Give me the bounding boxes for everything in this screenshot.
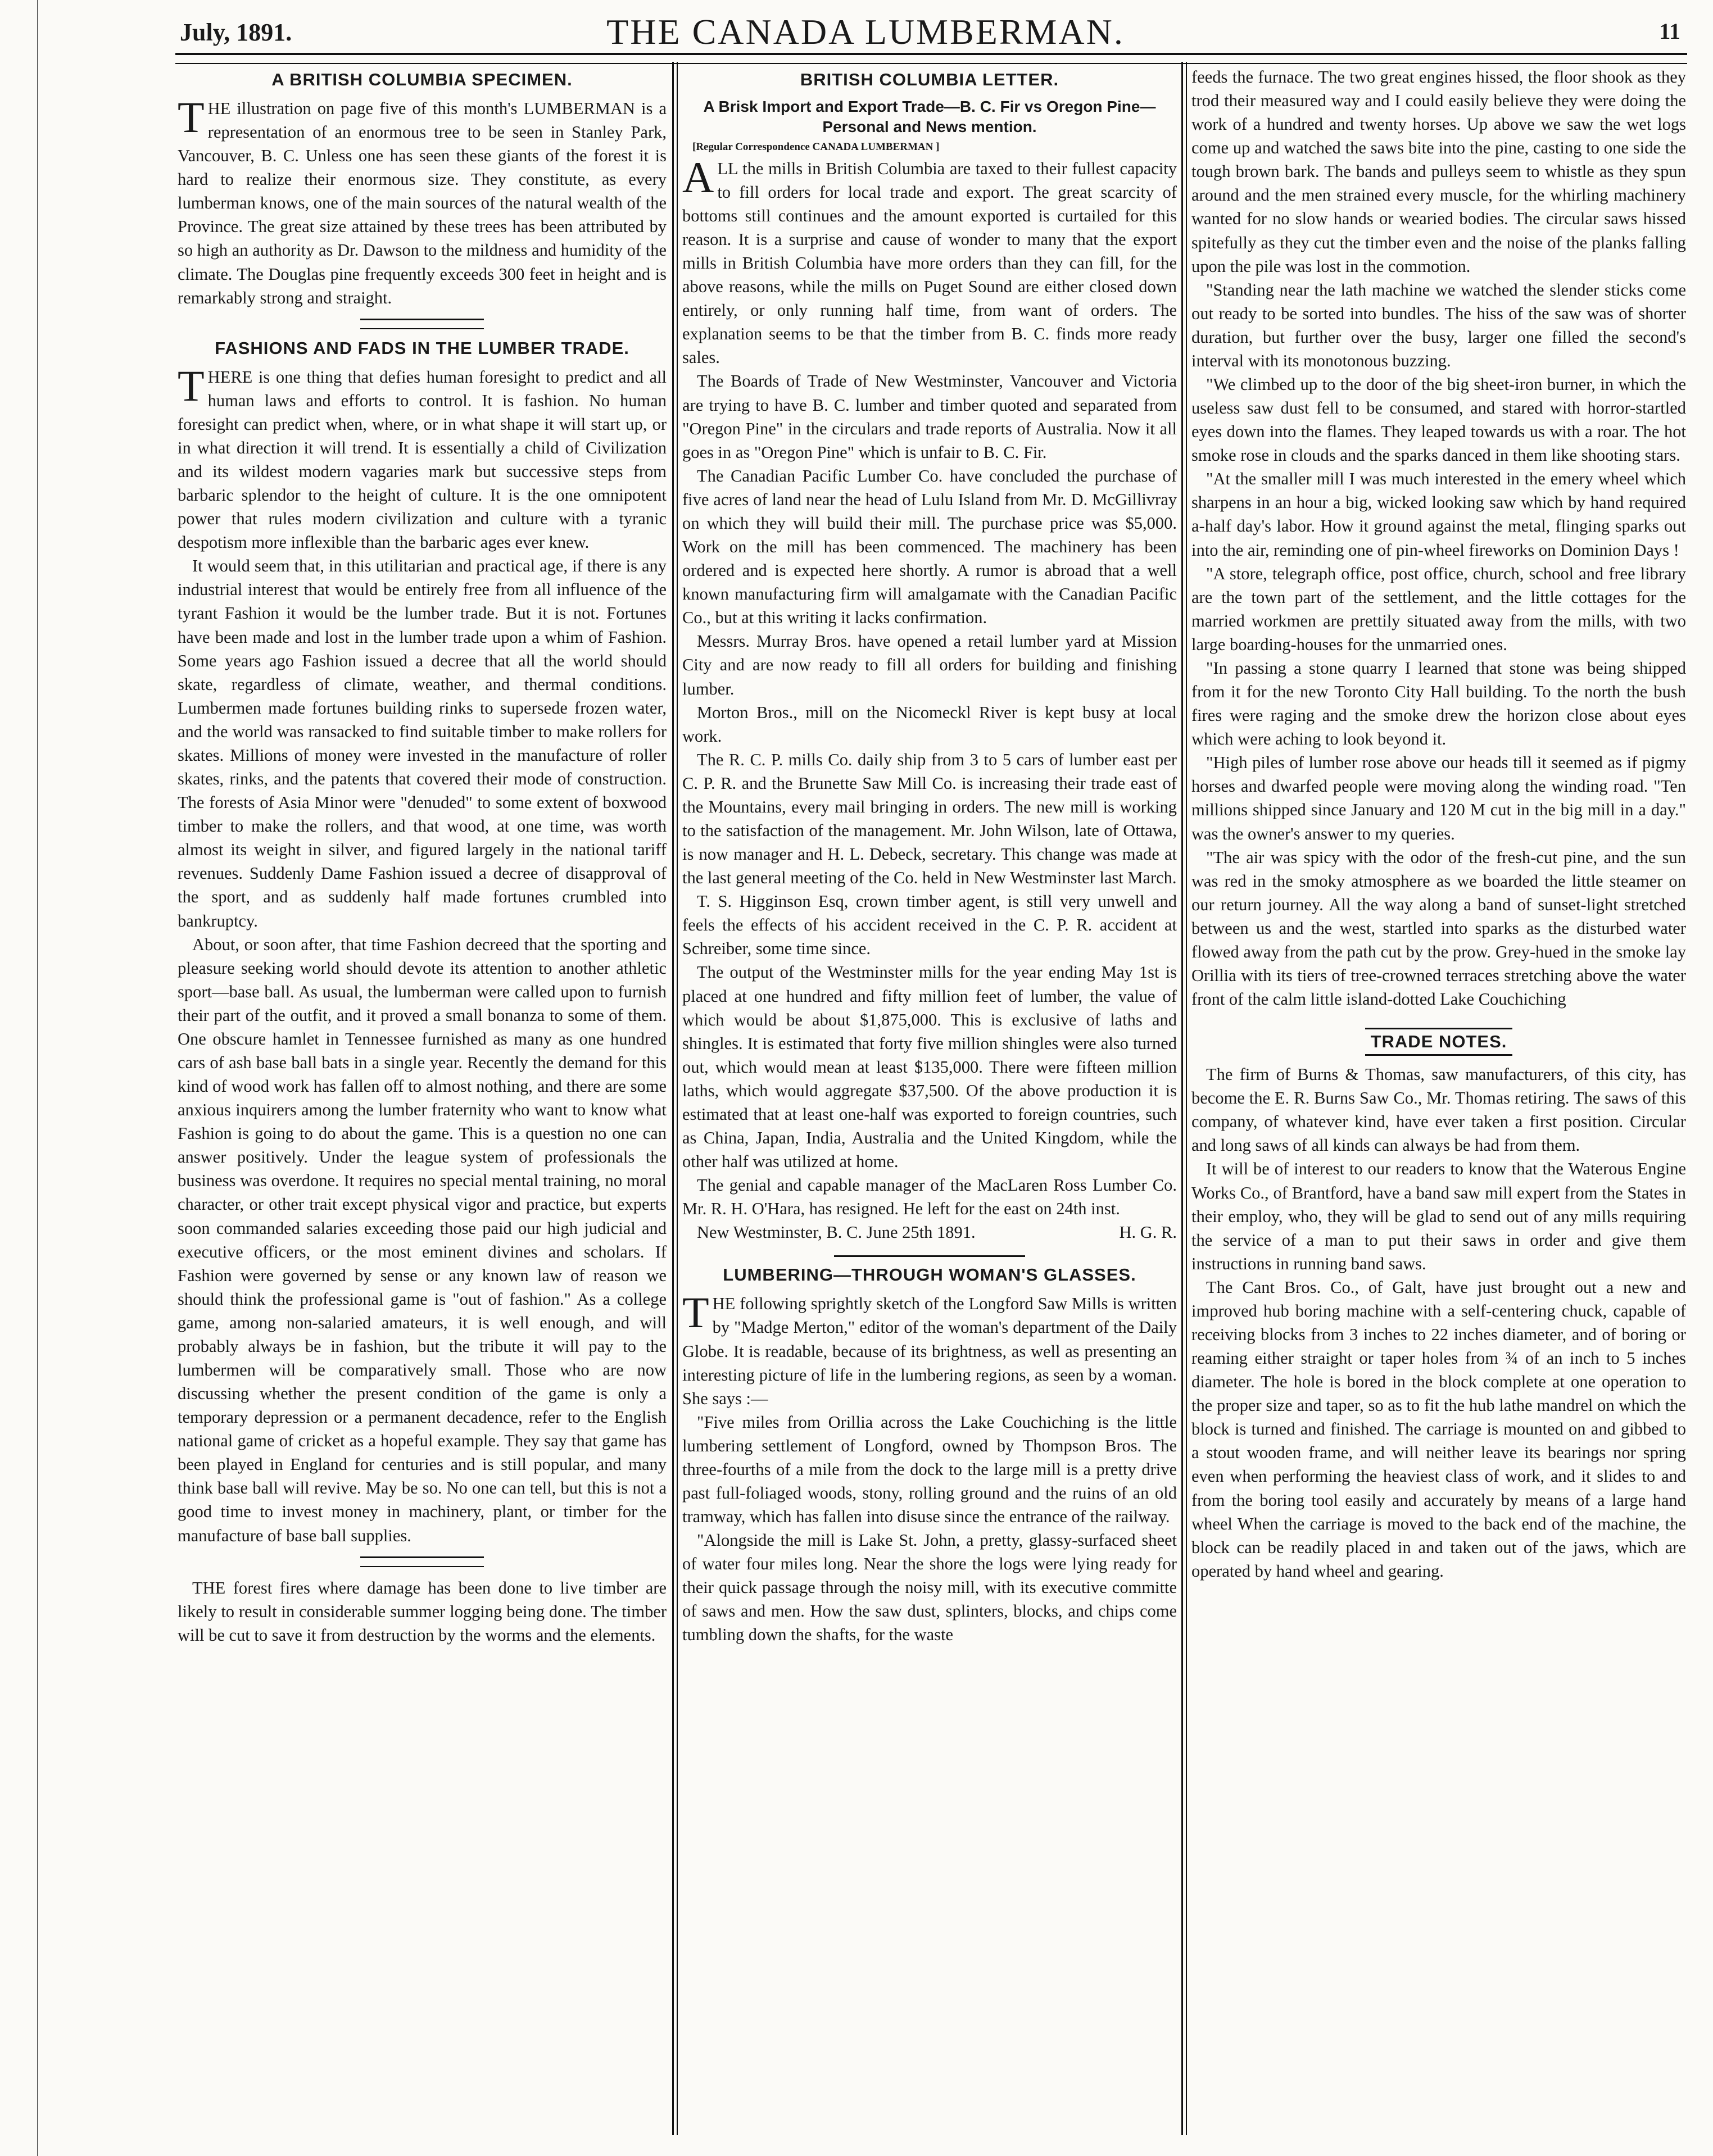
dateline: New Westminster, B. C. June 25th 1891. (697, 1223, 976, 1242)
drop-cap: T (178, 93, 205, 142)
paragraph-text: The genial and capable manager of the MacLaren Ross Lumber Co. Mr. R. H. O'Hara, has resigned. He left for the east on 24th inst. (682, 1175, 1177, 1219)
article-paragraph: The R. C. P. mills Co. daily ship from 3 to 5 cars of lumber east per C. P. R. and the Brunette Saw Mill Co. is increasing their trade east of the Mountains, every mail bringing in orders. The new mill is working to the satisfaction of the management. Mr. John Wilson, late of Ottawa, is now manager and H. L. Debeck, secretary. This change was made at the last general meeting of the Co. held in New Westminster last March. (682, 750, 1177, 888)
article-paragraph: "Standing near the lath machine we watched the slender sticks come out ready to be sorted into bundles. The hiss of the saw was of shorter duration, but further over the busy, larger one filled the second's interval with its monotonous buzzing. (1191, 280, 1686, 370)
column-2 (682, 62, 1177, 2134)
article-paragraph: "Alongside the mill is Lake St. John, a pretty, glassy-surfaced sheet of water four miles long. Near the shore the logs were lying ready for their quick passage through the noisy mill, with its executive committe of saws and men. How the saw dust, splinters, blocks, and chips come tumbling down the shafts, for the waste (682, 1531, 1177, 1645)
article-paragraph: It will be of interest to our readers to know that the Waterous Engine Works Co., of Brantford, have a band saw mill expert from the States in their employ, who, they will be glad to send out of any mills requiring the service of a man to put their saws in order and give them instructions in running band saws. (1191, 1159, 1686, 1273)
paragraph-text: LL the mills in British Columbia are taxed to their fullest capacity to fill orders for local trade and export. The great scarcity of bottoms still continues and the amount exported is curtailed for this reason. It is a surprise and cause of wonder to many that the export mills in British Columbia have more orders than they can fill, for the above reasons, while the mills on Puget Sound are either closed down entirely, or only running half time, from want of orders. The explanation seems to be that the timber from B. C. finds more ready sales. (682, 158, 1177, 367)
article-paragraph: About, or soon after, that time Fashion decreed that the sporting and pleasure seeking world should devote its attention to another athletic sport—base ball. As usual, the lumberman were called upon to furnish their part of the outfit, and it proved a small bonanza to some of them. One obscure hamlet in Tennessee furnished as many as one hundred cars of ash base ball bats in a single year. Recently the demand for this kind of wood work has fallen off to almost nothing, and there are some anxious inquirers among the lumber fraternity who want to know what Fashion is going to do about the game. This is a question no one can answer positively. Under the league system of professionals the business was overdone. It requires no special mental training, no moral character, or other trait except physical vigor and practice, but experts soon commanded salaries exceeding those paid our high judicial and executive officers, or the most eminent divines and scholars. If Fashion were governed by sense or any known law of reason we should think the professional game is "out of fashion." As a college game, among non-salaried amateurs, it is well enough, and will probably always be in fashion, but the tribute it will pay to the lumbermen will be comparatively small. Those who are now discussing whether the present condition of the game is only a temporary depression or a permanent decadence, refer to the English national game of cricket as a hopeful example. They say that game has been played in England for centuries and is still popular, and many think base ball will revive. May be so. No one can tell, but this is not a good time to invest money in machinery, plant, or timber for the manufacture of base ball supplies. (178, 934, 667, 1545)
article-paragraph: "High piles of lumber rose above our heads till it seemed as if pigmy horses and dwarfed people were moving along the winding road. "Ten millions shipped since January and 120 M cut in the big mill in a day." was the owner's answer to my queries. (1191, 753, 1686, 843)
column-divider (672, 62, 678, 2135)
article-paragraph: "A store, telegraph office, post office, church, school and free library are the town part of the settlement, and the little cottages for the married workmen are prettily situated away from the mills, with two large boarding-houses for the unmarried ones. (1191, 564, 1686, 654)
article-paragraph: The output of the Westminster mills for the year ending May 1st is placed at one hundred and fifty million feet of lumber, the value of which would be about $1,875,000. This is exclusive of laths and shingles. It is estimated that forty five million shingles were also turned out, which would mean at least $135,000. There were fifteen million laths, which would aggregate $37,500. Of the above production it is estimated that at least one-half was exported to foreign countries, such as China, Japan, India, Australia and the United Kingdom, while the other half was utilized at home. (682, 963, 1177, 1172)
paragraph-text: HE following sprightly sketch of the Longford Saw Mills is written by "Madge Merton," editor of the woman's department of the Daily Globe. It is readable, because of its brightness, as well as presenting an interesting picture of life in the lumbering regions, as seen by a woman. She says :— (682, 1294, 1177, 1408)
margin-line (37, 0, 38, 2156)
article-paragraph (682, 152, 1177, 370)
article-paragraph: The Boards of Trade of New Westminster, Vancouver and Victoria are trying to have B. C. lumber and timber quoted and separated from "Oregon Pine" in the circulars and trade reports of Australia. Now it all goes in as "Oregon Pine" which is unfair to B. C. Fir. (682, 371, 1177, 462)
article-paragraph: THE forest fires where damage has been done to live timber are likely to result in considerable summer logging being done. The timber will be cut to save it from destruction by the worms and the elements. (178, 1578, 667, 1645)
binding-margin (35, 0, 40, 2156)
section-separator (834, 1255, 1025, 1257)
paragraph-text: HERE is one thing that defies human foresight to predict and all human laws and efforts to control. It is fashion. No human foresight can predict when, where, or in what shape it will start up, or in what direction it will trend. It is essentially a child of Civilization and its wildest modern vagaries mark but successive steps from barbaric splendor to the height of culture. It is the one omnipotent power that rules modern civilization and culture with a tyranic despotism more inflexible than the barbaric ages ever knew. (178, 367, 667, 552)
article-paragraph: Messrs. Murray Bros. have opened a retail lumber yard at Mission City and are now ready to fill all orders for building and finishing lumber. (682, 632, 1177, 698)
article-paragraph: It would seem that, in this utilitarian and practical age, if there is any industrial interest that would be entirely free from all influence of the tyrant Fashion it would be the lumber trade. But it is not. Fortunes have been made and lost in the lumber trade upon a whim of Fashion. Some years ago Fashion issued a decree that all the world should skate, regardless of climate, weather, and thermal conditions. Lumbermen made fortunes building rinks to supersede frozen water, and the world was ransacked to find suitable timber to make rollers for skates. Millions of money were invested in the manufacture of roller skates, rinks, and the patents that covered their mode of construction. The forests of Asia Minor were "denuded" to some extent of boxwood timber to make the rollers, and that wood, at one time, was worth almost its weight in silver, and figured largely in the national tariff revenues. Suddenly Dame Fashion issued a decree of disapproval of the sport, and as suddenly half made fortunes crumbled into bankruptcy. (178, 556, 667, 931)
drop-cap: A (682, 152, 714, 202)
article-title: LUMBERING—THROUGH WOMAN'S GLASSES. (723, 1265, 1136, 1285)
paragraph-text: HE illustration on page five of this month's LUMBERMAN is a representation of an enormous tree to be seen in Stanley Park, Vancouver, B. C. Unless one has seen these giants of the forest it is hard to realize their enormous size. They constitute, as every lumberman knows, one of the main sources of the natural wealth of the Province. The great size attained by these trees has been attributed by so high an authority as Dr. Dawson to the mildness and humidity of the climate. The Douglas pine frequently exceeds 300 feet in height and is remarkably strong and straight. (178, 99, 667, 307)
article-paragraph (178, 361, 667, 555)
column-1 (178, 62, 667, 2134)
article-byline: [Regular Correspondence CANADA LUMBERMAN ] (692, 140, 940, 153)
issue-date: July, 1891. (180, 19, 292, 46)
article-paragraph: "At the smaller mill I was much interested in the emery wheel which sharpens in an hour a big, wicked looking saw which by hand required a-half day's labor. How it ground against the metal, flinging sparks out into the air, reminding one of pin-wheel fireworks on Dominion Days ! (1191, 469, 1686, 560)
article-paragraph: The Canadian Pacific Lumber Co. have concluded the purchase of five acres of land near the head of Lulu Island from Mr. D. McGillivray on which they will build their mill. The purchase price was $5,000. Work on the mill has been commenced. The machinery has been ordered and is expected here shortly. A rumor is abroad that a well known manufacturing firm will amalgamate with the Canadian Pacific Co., but at this writing it lacks confirmation. (682, 466, 1177, 628)
signature: H. G. R. (1119, 1223, 1177, 1242)
article-paragraph: The firm of Burns & Thomas, saw manufacturers, of this city, has become the E. R. Burns Saw Co., Mr. Thomas retiring. The saws of this company, of whatever kind, have ever taken a first position. Circular and long saws of all kinds can always be had from them. (1191, 1065, 1686, 1155)
drop-cap: T (682, 1288, 709, 1337)
article-paragraph: "The air was spicy with the odor of the fresh-cut pine, and the sun was red in the smoky atmosphere as we boarded the little steamer on our return journey. All the way along a band of sunset-light stretched between us and the west, startled into sparks as the disturbed water flowed away from the path cut by the prow. Grey-hued in the smoke lay Orillia with its tiers of tree-crowned terraces stretching above the water front of the calm little island-dotted Lake Couchiching (1191, 847, 1686, 1009)
article-paragraph: Morton Bros., mill on the Nicomeckl River is kept busy at local work. (682, 702, 1177, 746)
page-number: 11 (1659, 19, 1680, 44)
section-separator (360, 319, 484, 329)
drop-cap: T (178, 361, 205, 410)
article-paragraph (178, 93, 667, 310)
article-title: FASHIONS AND FADS IN THE LUMBER TRADE. (215, 338, 629, 358)
trade-notes-heading (1191, 1020, 1686, 1063)
section-separator (360, 1556, 484, 1567)
article-paragraph: T. S. Higginson Esq, crown timber agent, is still very unwell and feels the effects of his accident received in the C. P. R. accident at Schreiber, some time since. (682, 892, 1177, 959)
column-divider (1181, 62, 1187, 2135)
page-header (45, 11, 1686, 56)
article-paragraph: "We climbed up to the door of the big sheet-iron burner, in which the useless saw dust fell to be consumed, and stared with horror-startled eyes down into the flames. They leaped towards us with a roar. The hot smoke rose in clouds and the sparks danced in them like shooting stars. (1191, 375, 1686, 465)
article-paragraph: The Cant Bros. Co., of Galt, have just brought out a new and improved hub boring machine with a self-centering chuck, capable of receiving blocks from 3 inches to 22 inches diameter, and of boring or reaming either straight or taper holes from ¾ of an inch to 5 inches diameter. The hole is bored in the block complete at one operation to the proper size and taper, so as to fit the hub lathe mandrel on which the block is turned and finished. The carriage is mounted on and gibbed to a stout wooden frame, and will neither leave its bearings nor spring even when performing the heaviest class of work, and it slides to and from the boring tool easily and accurately by means of a large hand wheel When the carriage is moved to the back end of the machine, the block can be readily placed in and taken out of the jaws, which are operated by hand wheel and gearing. (1191, 1277, 1686, 1581)
article-paragraph: "Five miles from Orillia across the Lake Couchiching is the little lumbering settlement of Longford, owned by Thompson Bros. The three-fourths of a mile from the dock to the large mill is a pretty drive past full-foliaged woods, stony, rolling ground and the ruins of an old tramway, which has fallen into disuse since the entrance of the railway. (682, 1412, 1177, 1527)
article-title: A BRITISH COLUMBIA SPECIMEN. (271, 70, 573, 89)
article-subhead: A Brisk Import and Export Trade—B. C. Fir vs Oregon Pine—Personal and News mention. (703, 98, 1156, 136)
article-title: BRITISH COLUMBIA LETTER. (800, 70, 1059, 89)
masthead-title: THE CANADA LUMBERMAN. (606, 12, 1125, 52)
article-paragraph: "In passing a stone quarry I learned that stone was being shipped from it for the new Toronto City Hall building. To the north the bush fires were raging and the smoke drew the horizon close about eyes which were aching to look beyond it. (1191, 658, 1686, 749)
article-paragraph (682, 1288, 1177, 1410)
column-3 (1191, 62, 1686, 2134)
article-title: TRADE NOTES. (1365, 1028, 1513, 1056)
article-paragraph: feeds the furnace. The two great engines hissed, the floor shook as they trod their measured way and I could easily believe they were doing the work of a hundred and twenty horses. Up above we saw the wet logs come up and watched the saws bite into the pine, casting to one side the tough brown bark. The bands and pulleys seem to whistle as they spun around and the men strained every muscle, for the whirling machinery wanted for no slow hands or wearied bodies. The circular saws hissed spitefully as they cut the timber even and the noise of the planks falling upon the pile was lost in the commotion. (1191, 67, 1686, 276)
